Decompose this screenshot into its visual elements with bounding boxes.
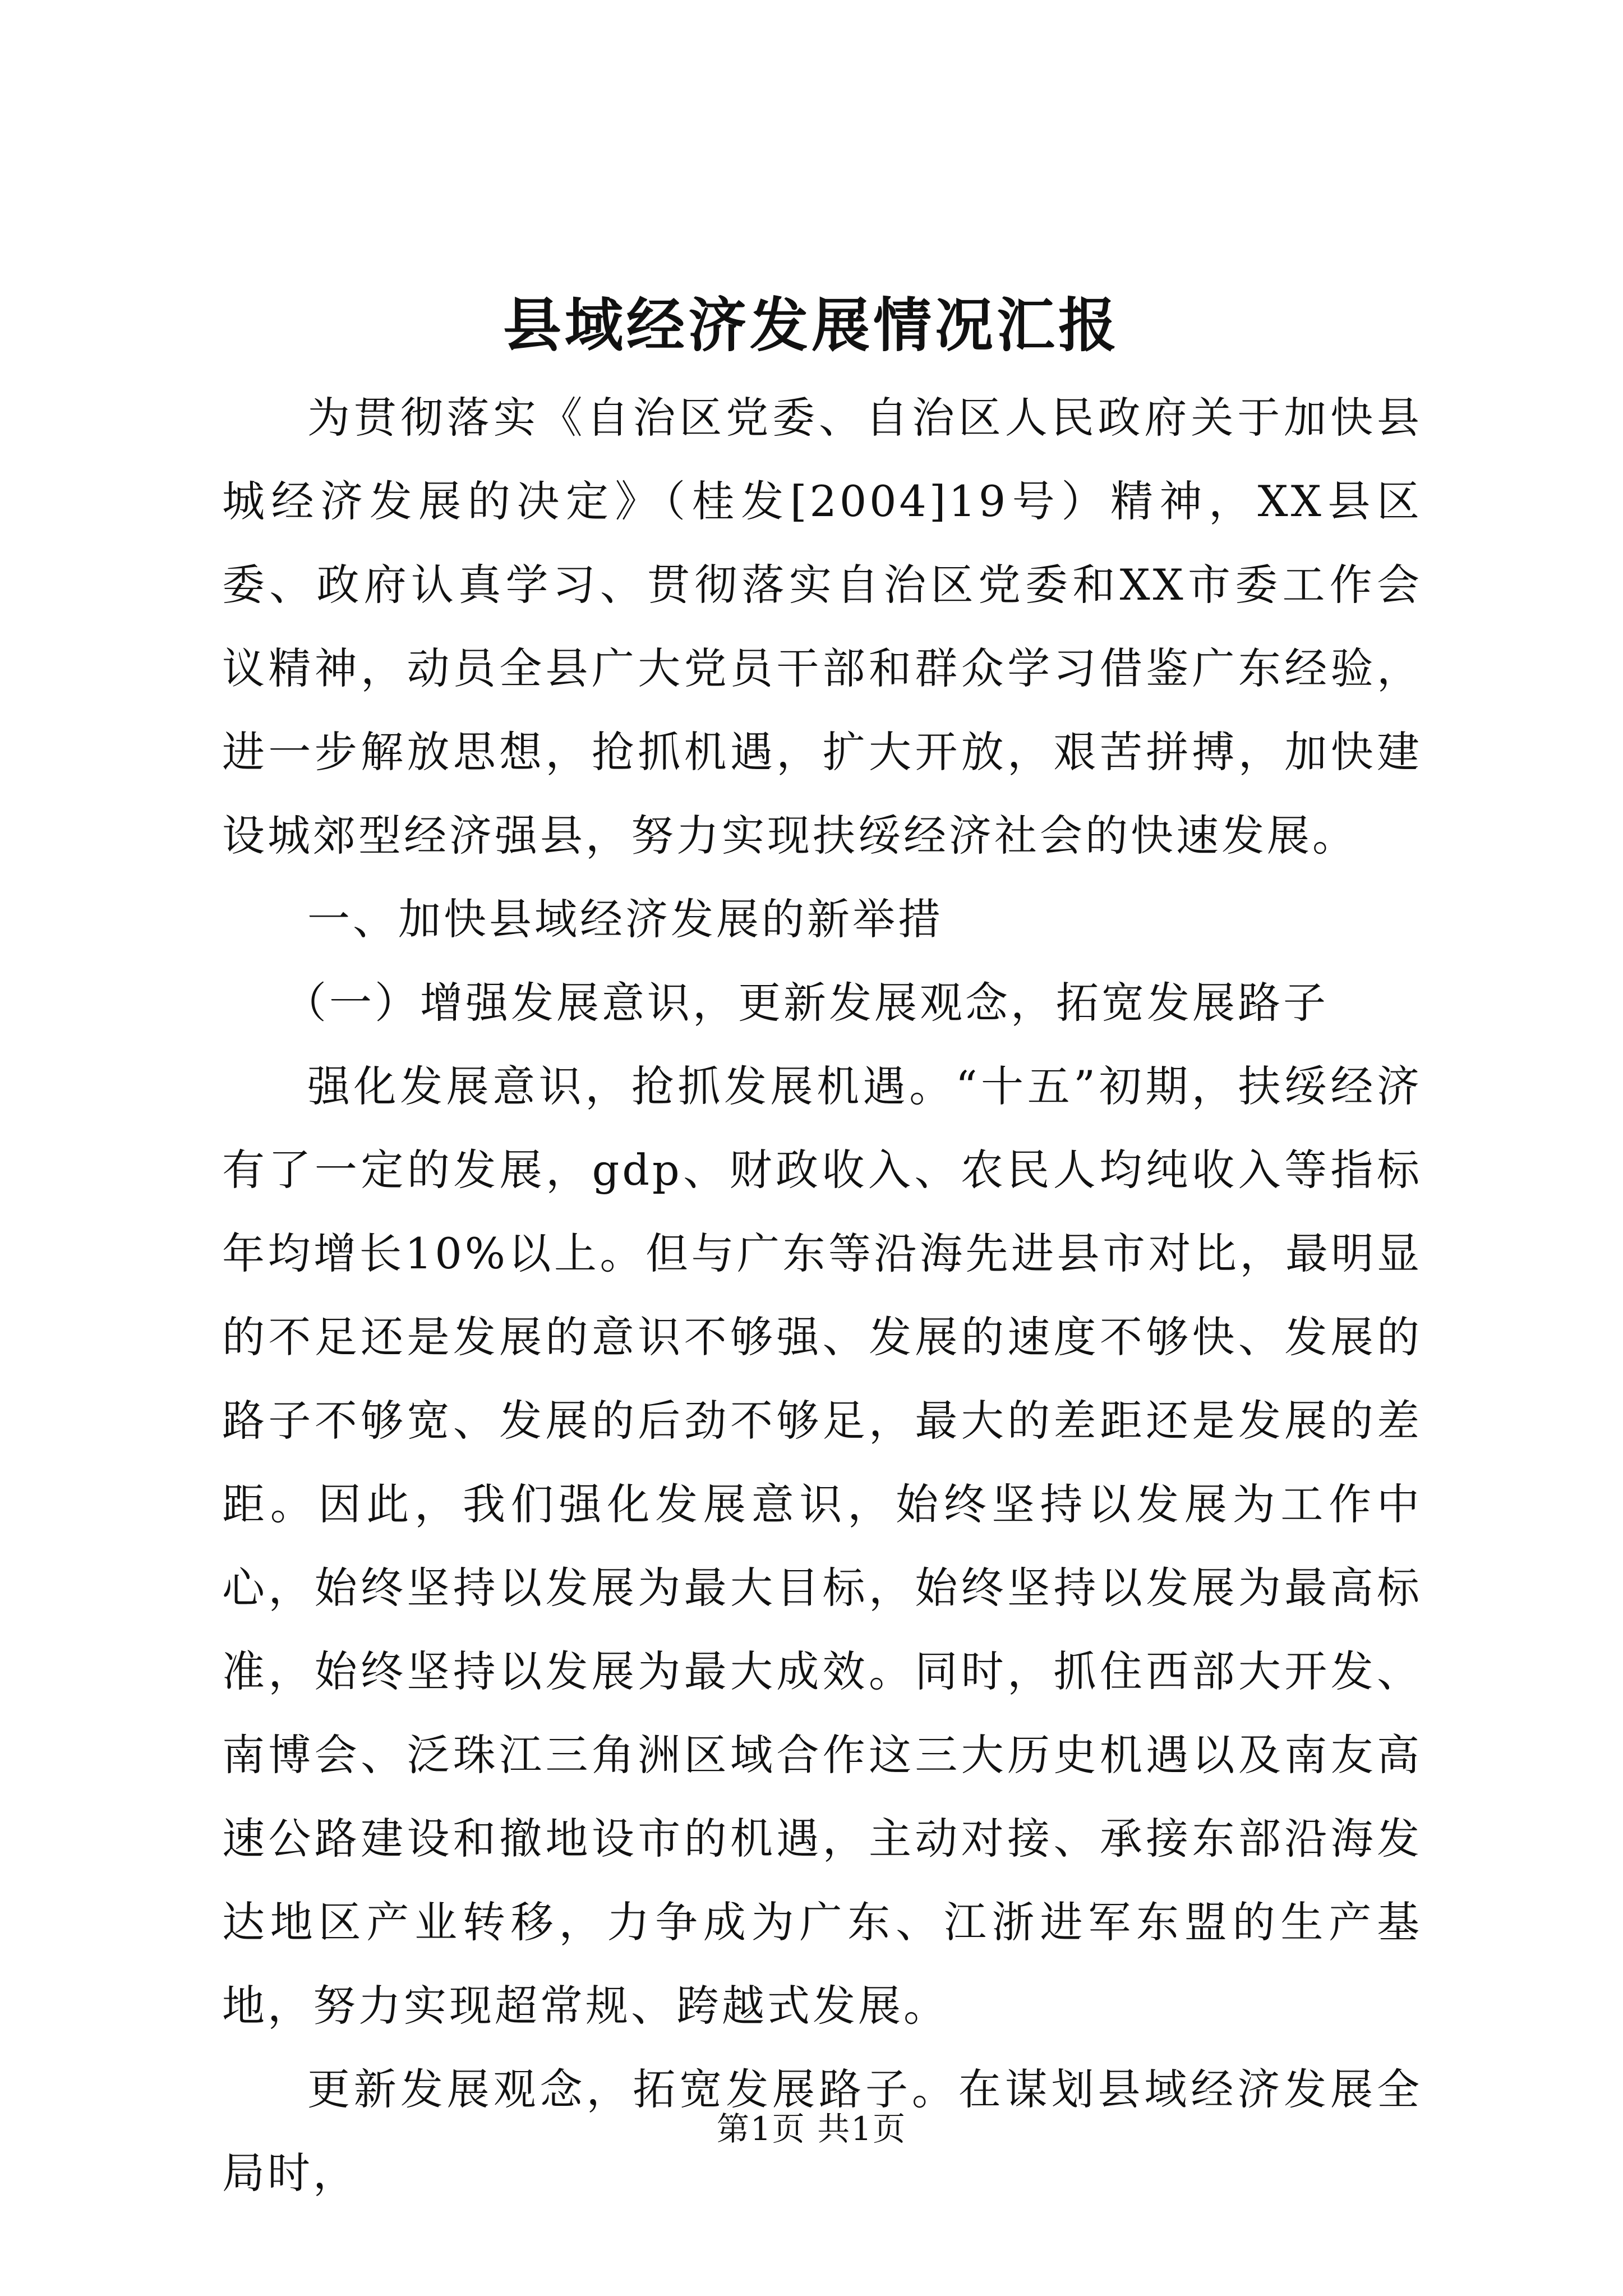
body-paragraph: 更新发展观念，拓宽发展路子。在谋划县域经济发展全局时， xyxy=(222,2064,1422,2198)
page-number-footer: 第1页 共1页 xyxy=(716,2110,907,2148)
document-body xyxy=(222,376,1422,2215)
subsection-heading: （一）增强发展意识，更新发展观念，拓宽发展路子 xyxy=(284,978,1329,1028)
section-heading: 一、加快县域经济发展的新举措 xyxy=(307,894,943,944)
body-paragraph: 强化发展意识，抢抓发展机遇。“十五”初期，扶绥经济有了一定的发展，gdp、财政收入、农民人均纯收入等指标年均增长10%以上。但与广东等沿海先进县市对比，最明显的不足还是发展的意识不够强、发展的速度不够快、发展的路子不够宽、发展的后劲不够足，最大的差距还是发展的差距。因此，我们强化发展意识，始终坚持以发展为工作中心，始终坚持以发展为最大目标，始终坚持以发展为最高标准，始终坚持以发展为最大成效。同时，抓住西部大开发、南博会、泛珠江三角洲区域合作这三大历史机遇以及南友高速公路建设和撤地设市的机遇，主动对接、承接东部沿海发达地区产业转移，力争成为广东、江浙进军东盟的生产基地，努力实现超常规、跨越式发展。 xyxy=(222,1061,1422,2031)
intro-paragraph: 为贯彻落实《自治区党委、自治区人民政府关于加快县城经济发展的决定》（桂发[2004]19号）精神，XX县区委、政府认真学习、贯彻落实自治区党委和XX市委工作会议精神，动员全县广大党员干部和群众学习借鉴广东经验，进一步解放思想，抢抓机遇，扩大开放，艰苦拼搏，加快建设城郊型经济强县，努力实现扶绥经济社会的快速发展。 xyxy=(222,393,1422,861)
document-title: 县域经济发展情况汇报 xyxy=(502,291,1120,360)
